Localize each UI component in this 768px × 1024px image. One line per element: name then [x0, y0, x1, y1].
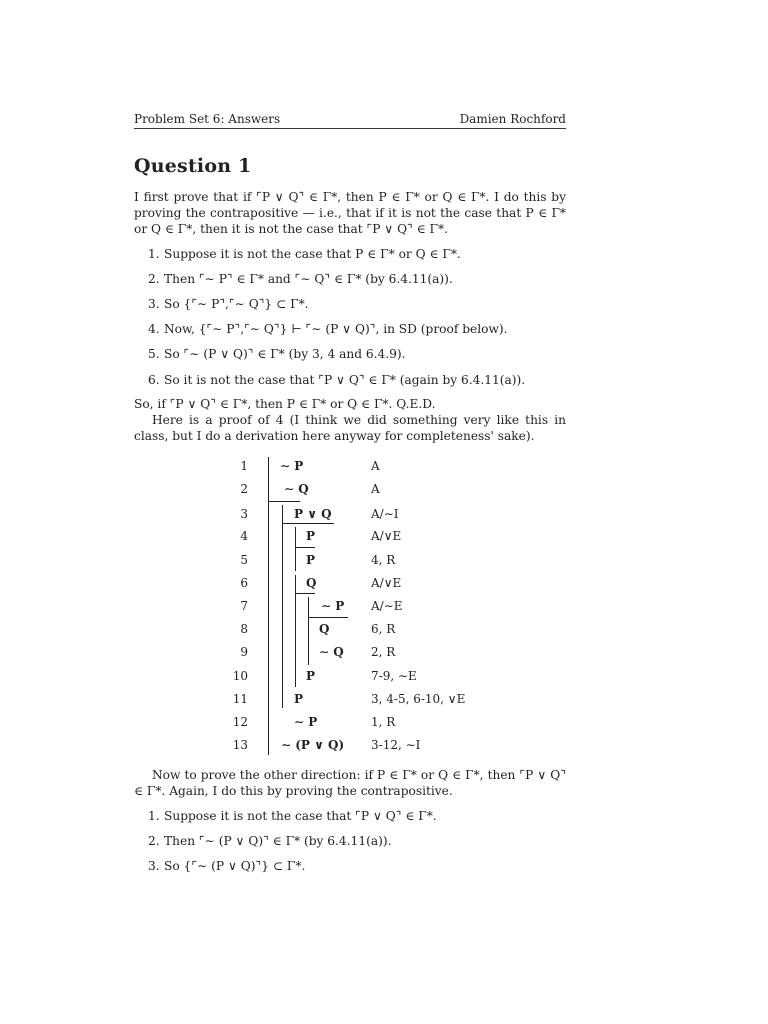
- line-number: 8: [240, 622, 248, 636]
- list2-item-2: 2. Then ⌜∼ (P ∨ Q)⌝ ∈ Γ* (by 6.4.11(a)).: [148, 834, 392, 848]
- derivation-formula: ∼ Q: [319, 645, 344, 659]
- proof-intro-paragraph: Here is a proof of 4 (I think we did something very like this in class, but I do a derivation here anyway for completeness' sake).: [134, 413, 566, 444]
- line-number: 5: [240, 553, 248, 567]
- assumption-bar-7: [308, 617, 348, 618]
- justification: 3, 4-5, 6-10, ∨E: [371, 692, 466, 706]
- scope-line-main: [268, 457, 269, 755]
- derivation-formula: P ∨ Q: [294, 507, 332, 521]
- derivation-formula: P: [294, 692, 304, 706]
- line-number: 4: [240, 529, 248, 543]
- justification: 1, R: [371, 715, 396, 729]
- derivation-formula: ∼ P: [294, 715, 318, 729]
- derivation-formula: Q: [319, 622, 330, 636]
- derivation-formula: P: [306, 529, 316, 543]
- other-direction-paragraph: Now to prove the other direction: if P ∈ Γ* or Q ∈ Γ*, then ⌜P ∨ Q⌝ ∈ Γ*. Again, I do this by proving the contrapositive.: [134, 768, 566, 799]
- justification: 4, R: [371, 553, 396, 567]
- list1-item-3: 3. So {⌜∼ P⌝,⌜∼ Q⌝} ⊂ Γ*.: [148, 297, 309, 311]
- scope-line-7: [308, 597, 309, 665]
- justification: 6, R: [371, 622, 396, 636]
- derivation-formula: ∼ Q: [284, 482, 309, 496]
- list1-item-5: 5. So ⌜∼ (P ∨ Q)⌝ ∈ Γ* (by 3, 4 and 6.4.9).: [148, 347, 406, 361]
- list1-item-6: 6. So it is not the case that ⌜P ∨ Q⌝ ∈ Γ* (again by 6.4.11(a)).: [148, 373, 526, 387]
- line-number: 9: [240, 645, 248, 659]
- line-number: 13: [232, 738, 248, 752]
- header-title: Problem Set 6: Answers: [134, 112, 281, 126]
- assumption-bar-3: [282, 523, 334, 524]
- justification: 3-12, ∼I: [371, 738, 421, 752]
- derivation-formula: P: [306, 553, 316, 567]
- line-number: 3: [240, 507, 248, 521]
- scope-line-4: [295, 527, 296, 571]
- justification: 7-9, ∼E: [371, 669, 417, 683]
- justification: A: [371, 482, 380, 496]
- running-header: [134, 112, 566, 129]
- justification: A/∨E: [371, 529, 402, 543]
- section-heading: Question 1: [134, 155, 252, 177]
- header-author: Damien Rochford: [459, 112, 566, 126]
- derivation-formula: P: [306, 669, 316, 683]
- line-number: 12: [232, 715, 248, 729]
- list1-item-1: 1. Suppose it is not the case that P ∈ Γ* or Q ∈ Γ*.: [148, 247, 461, 261]
- intro-text: I first prove that if ⌜P ∨ Q⌝ ∈ Γ*, then P ∈ Γ* or Q ∈ Γ*. I do this by proving the contrapositive — i.e., that if it is not the case that P ∈ Γ* or Q ∈ Γ*, then it is not the case that ⌜P ∨ Q⌝ ∈ Γ*.: [134, 190, 566, 237]
- derivation-formula: ∼ P: [321, 599, 345, 613]
- scope-line-6: [295, 575, 296, 687]
- derivation-formula: Q: [306, 576, 317, 590]
- list1-item-2: 2. Then ⌜∼ P⌝ ∈ Γ* and ⌜∼ Q⌝ ∈ Γ* (by 6.4.11(a)).: [148, 272, 453, 286]
- line-number: 11: [232, 692, 248, 706]
- assumption-bar-6: [295, 593, 315, 594]
- scope-line-3: [282, 505, 283, 708]
- list2-item-3: 3. So {⌜∼ (P ∨ Q)⌝} ⊂ Γ*.: [148, 859, 306, 873]
- assumption-bar-4: [295, 547, 315, 548]
- justification: A: [371, 459, 380, 473]
- derivation-formula: ∼ (P ∨ Q): [281, 738, 345, 752]
- justification: 2, R: [371, 645, 396, 659]
- justification: A/∼I: [371, 507, 399, 521]
- line-number: 10: [232, 669, 248, 683]
- line-number: 1: [240, 459, 248, 473]
- line-number: 6: [240, 576, 248, 590]
- intro-paragraph: [134, 189, 566, 238]
- list1-item-4: 4. Now, {⌜∼ P⌝,⌜∼ Q⌝} ⊢ ⌜∼ (P ∨ Q)⌝, in SD (proof below).: [148, 322, 508, 336]
- line-number: 2: [240, 482, 248, 496]
- justification: A/∼E: [371, 599, 403, 613]
- justification: A/∨E: [371, 576, 402, 590]
- list2-item-1: 1. Suppose it is not the case that ⌜P ∨ Q⌝ ∈ Γ*.: [148, 809, 437, 823]
- qed-line: So, if ⌜P ∨ Q⌝ ∈ Γ*, then P ∈ Γ* or Q ∈ Γ*. Q.E.D.: [134, 397, 436, 411]
- derivation-formula: ∼ P: [280, 459, 304, 473]
- assumption-bar-main: [268, 501, 300, 502]
- line-number: 7: [240, 599, 248, 613]
